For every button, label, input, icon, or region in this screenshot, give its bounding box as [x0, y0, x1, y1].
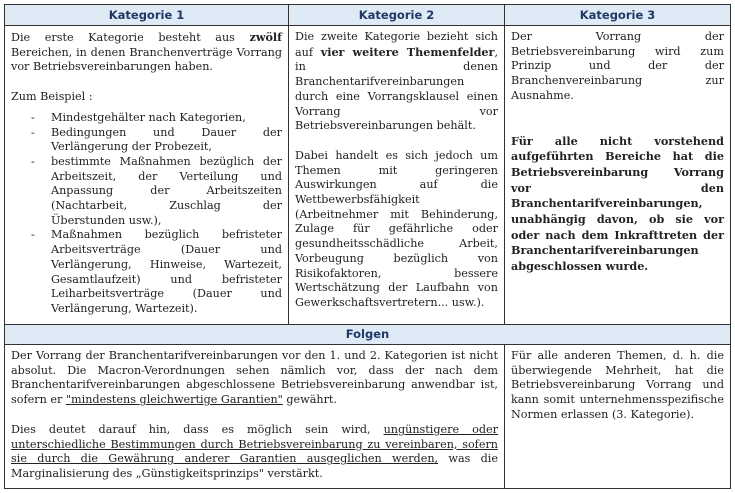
folgen-paragraph-1: Der Vorrang der Branchentarifvereinbarungen vor den 1. und 2. Kategorien ist nicht absolut. Die Macron-Verordnungen sehen nämlich vor, dass der nach dem Branchentarifvereinbarungen abgeschlossene Betriebsvereinbarung anwendbar ist, sofern er "mindestens gleichwertige Garantien" gewährt.	[11, 349, 498, 407]
list-item: - Bedingungen und Dauer der Verlängerung der Probezeit,	[51, 126, 282, 155]
example-list	[11, 111, 282, 317]
folgen-left-cell	[4, 344, 505, 489]
list-item: - Maßnahmen bezüglich befristeter Arbeitsverträge (Dauer und Verlängerung, Hinweise, Wartezeit, Gesamtlaufzeit) und befristeter Leiharbeitsverträge (Dauer und Verlängerung, Wartezeit).	[51, 228, 282, 316]
kategorie-2-cell	[288, 25, 505, 325]
kategorie-2-detail: Dabei handelt es sich jedoch um Themen mit geringeren Auswirkungen auf die Wettbewerbsfähigkeit (Arbeitnehmer mit Behinderung, Zulage für gefährliche oder gesundheitsschädliche Arbeit, Vorbeugung bezüglich von Risikofaktoren, bessere Wertschätzung der Laufbahn von Gewerkschaftsvertretern... usw.).	[295, 148, 498, 309]
kategorie-3-intro: Der Vorrang der Betriebsvereinbarung wird zum Prinzip und der der Branchenvereinbarung zur Ausnahme.	[511, 30, 724, 102]
kategorie-1-intro: Die erste Kategorie besteht aus zwölf Bereichen, in denen Branchenverträge Vorrang vor Betriebsvereinbarungen haben.	[11, 30, 282, 74]
list-item: - bestimmte Maßnahmen bezüglich der Arbeitszeit, der Verteilung und Anpassung der Arbeitszeiten (Nachtarbeit, Zuschlag der Überstunden usw.),	[51, 155, 282, 229]
folgen-right-text: Für alle anderen Themen, d. h. die überwiegende Mehrheit, hat die Betriebsvereinbarung Vorrang und kann somit unternehmensspezifische Normen erlassen (3. Kategorie).	[511, 349, 724, 421]
example-label: Zum Beispiel :	[11, 90, 93, 104]
kategorie-2-intro: Die zweite Kategorie bezieht sich auf vier weitere Themenfelder, in denen Branchentarifvereinbarungen durch eine Vorrangsklausel einen Vorrang vor Betriebsvereinbarungen behält.	[295, 30, 498, 133]
folgen-paragraph-2: Dies deutet darauf hin, dass es möglich sein wird, ungünstigere oder unterschiedliche Bestimmungen durch Betriebsvereinbarung zu vereinbaren, sofern sie durch die Gewährung anderer Garantien ausgeglichen werden, was die Marginalisierung des „Günstigkeitsprinzips" verstärkt.	[11, 422, 498, 480]
header-kategorie-2: Kategorie 2	[288, 4, 505, 26]
categories-table	[4, 4, 731, 489]
kategorie-3-rule: Für alle nicht vorstehend aufgeführten Bereiche hat die Betriebsvereinbarung Vorrang vor den Branchentarifvereinbarungen, unabhängig davon, ob sie vor oder nach dem Inkrafttreten der Branchentarifvereinbarungen abgeschlossen wurde.	[511, 133, 724, 274]
header-kategorie-3: Kategorie 3	[504, 4, 731, 26]
header-folgen: Folgen	[4, 324, 731, 345]
kategorie-1-cell	[4, 25, 289, 325]
kategorie-3-cell	[504, 25, 731, 325]
list-item: - Mindestgehälter nach Kategorien,	[51, 111, 282, 126]
header-kategorie-1: Kategorie 1	[4, 4, 289, 26]
folgen-right-cell	[504, 344, 731, 489]
